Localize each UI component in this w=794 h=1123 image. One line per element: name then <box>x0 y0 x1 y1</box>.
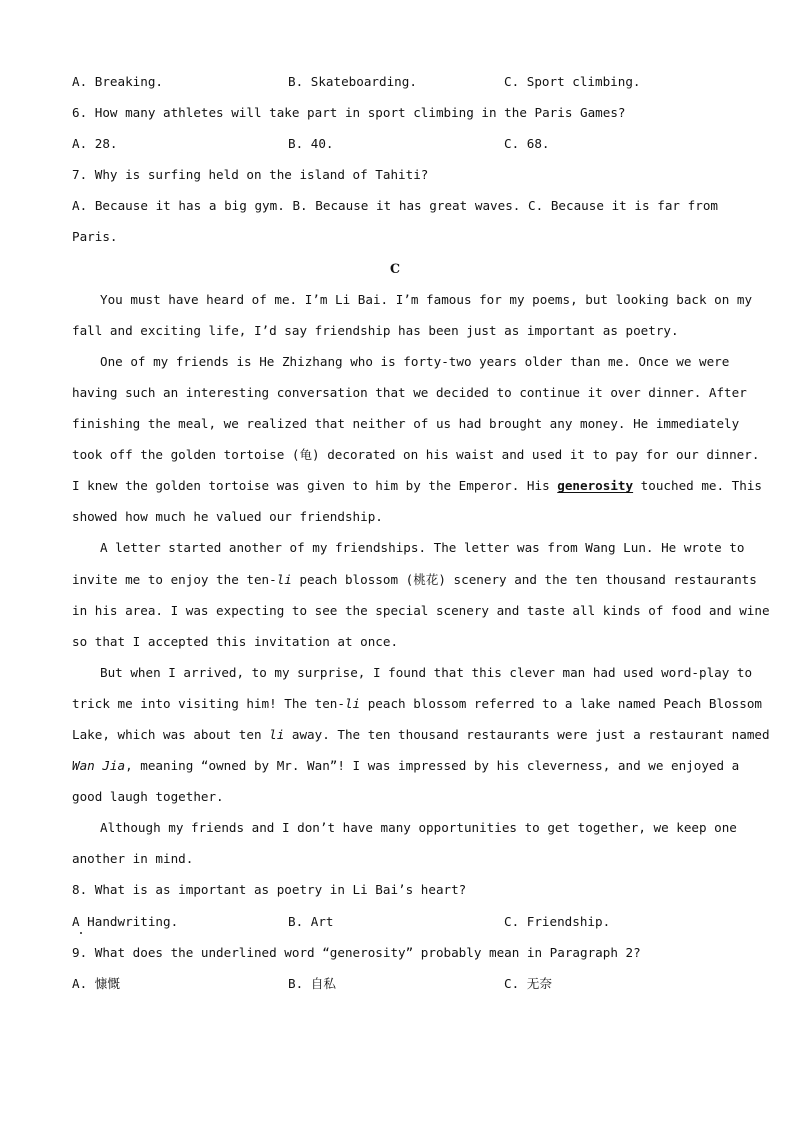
passage-p2-line: finishing the meal, we realized that neither of us had brought any money. He immediately <box>72 416 740 432</box>
q5-option-b: B. Skateboarding. <box>288 74 417 89</box>
passage-p2-line: having such an interesting conversation that we decided to continue it over dinner. After <box>72 384 747 400</box>
q8-option-a: A Handwriting. <box>72 913 179 929</box>
passage-p4-line <box>72 750 740 781</box>
text-span: away. The ten thousand restaurants were just a restaurant named <box>284 726 770 742</box>
q8-option-c: C. Friendship. <box>504 913 611 929</box>
italic-li: li <box>269 726 285 742</box>
text-span: trick me into visiting him! The ten- <box>72 695 345 711</box>
q8-question: 8. What is as important as poetry in Li Bai’s heart? <box>72 882 467 898</box>
q7-options: A. Because it has a big gym. B. Because it has great waves. C. Because it is far from <box>72 198 718 214</box>
q9-option-a: A. 慷慨 <box>72 975 120 991</box>
passage-p3-line <box>72 564 757 595</box>
italic-li: li <box>276 571 292 587</box>
text-span: touched me. This <box>633 478 762 494</box>
q6-option-b: B. 40. <box>288 136 334 152</box>
q6-option-c: C. 68. <box>504 136 550 152</box>
q5-option-c: C. Sport climbing. <box>504 74 641 89</box>
passage-p2-line: One of my friends is He Zhizhang who is forty-two years older than me. Once we were <box>100 353 730 369</box>
q6-option-a: A. 28. <box>72 136 118 152</box>
text-span: I knew the golden tortoise was given to him by the Emperor. His <box>72 478 558 494</box>
section-heading: C <box>389 260 401 276</box>
q7-options-continued: Paris. <box>72 229 118 245</box>
stray-dot-mark <box>80 932 82 934</box>
q9-options <box>72 968 718 999</box>
q5-option-a: A. Breaking. <box>72 74 163 89</box>
text-span: , meaning “owned by Mr. Wan”! I was impressed by his cleverness, and we enjoyed a <box>125 758 740 774</box>
passage-p5-line: Although my friends and I don’t have many opportunities to get together, we keep one <box>100 820 737 836</box>
text-span: Lake, which was about ten <box>72 726 270 742</box>
q6-options <box>72 128 718 159</box>
passage-p2-line <box>72 470 762 501</box>
q6-question: 6. How many athletes will take part in sport climbing in the Paris Games? <box>72 105 626 121</box>
passage-p1-line: fall and exciting life, I’d say friendship has been just as important as poetry. <box>72 322 679 338</box>
q9-option-b: B. 自私 <box>288 975 336 991</box>
passage-p3-line: so that I accepted this invitation at once. <box>72 633 399 649</box>
q9-question: 9. What does the underlined word “generosity” probably mean in Paragraph 2? <box>72 944 641 960</box>
italic-li: li <box>344 695 361 711</box>
passage-p4-line <box>72 688 762 719</box>
text-span: peach blossom referred to a lake named Peach Blossom <box>360 695 762 711</box>
passage-p1-line: You must have heard of me. I’m Li Bai. I’m famous for my poems, but looking back on my <box>100 291 753 307</box>
exam-page <box>72 66 770 999</box>
q8-options <box>72 906 718 937</box>
underlined-word: generosity <box>557 478 634 494</box>
passage-p5-line: another in mind. <box>72 851 194 867</box>
passage-p2-line: took off the golden tortoise (龟) decorated on his waist and used it to pay for our dinner. <box>72 447 760 463</box>
passage-p4-line <box>72 719 770 750</box>
q9-option-c: C. 无奈 <box>504 975 552 991</box>
q7-question: 7. Why is surfing held on the island of Tahiti? <box>72 167 429 183</box>
q5-options <box>72 66 718 97</box>
passage-p3-line: A letter started another of my friendships. The letter was from Wang Lun. He wrote to <box>100 540 745 556</box>
passage-p2-line: showed how much he valued our friendship. <box>72 509 383 525</box>
text-span: invite me to enjoy the ten- <box>72 571 277 587</box>
text-span: peach blossom (桃花) scenery and the ten thousand restaurants <box>291 571 757 587</box>
italic-wan-jia: Wan Jia <box>72 758 126 774</box>
passage-p3-line: in his area. I was expecting to see the special scenery and taste all kinds of food and wine <box>72 602 770 618</box>
passage-p4-line: good laugh together. <box>72 789 224 805</box>
passage-p4-line: But when I arrived, to my surprise, I found that this clever man had used word-play to <box>100 664 753 680</box>
q8-option-b: B. Art <box>288 913 334 929</box>
